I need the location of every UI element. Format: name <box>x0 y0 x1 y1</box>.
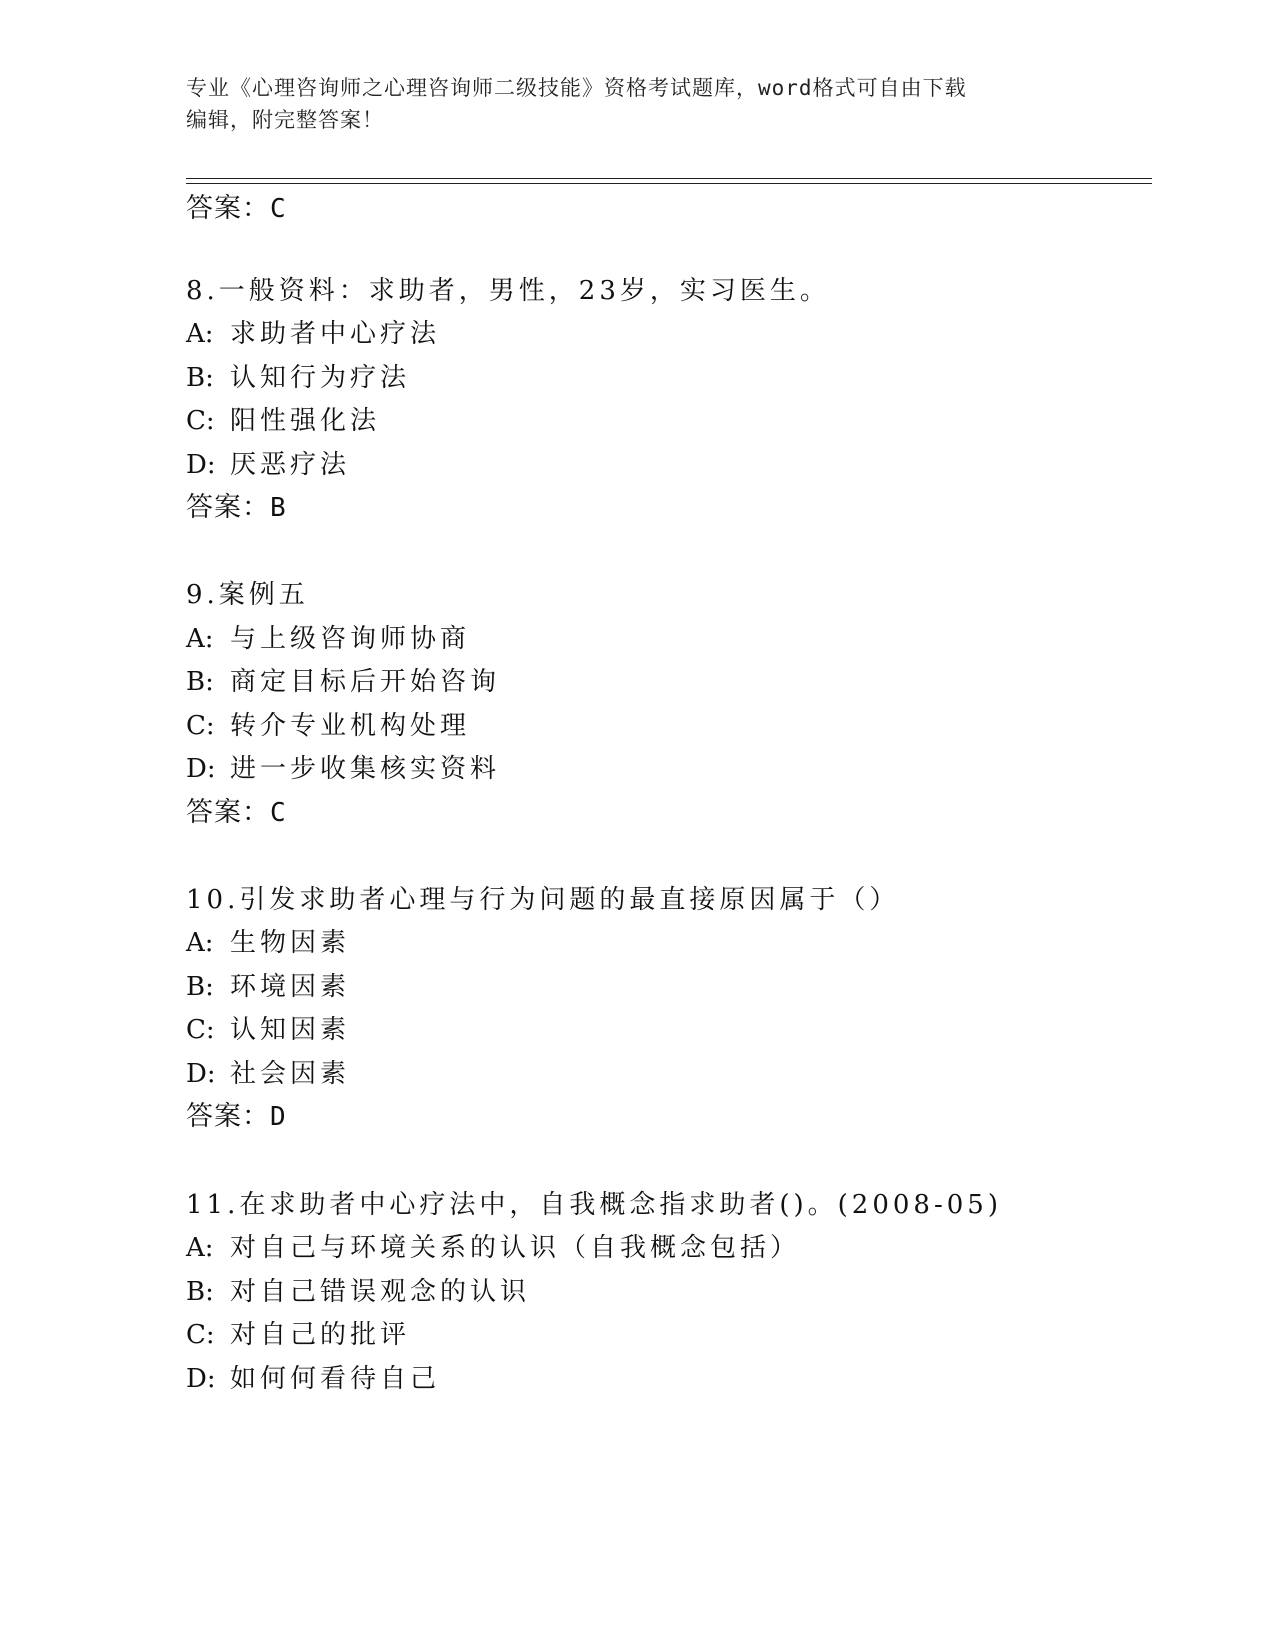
option-text: 阳性强化法 <box>230 406 381 436</box>
header-divider-top <box>186 178 1152 179</box>
option-letter: D: <box>186 1364 216 1394</box>
option-letter: A: <box>186 928 214 958</box>
answer-label: 答案： <box>186 1101 270 1132</box>
option-text: 进一步收集核实资料 <box>230 754 501 784</box>
option-letter: B: <box>186 667 214 697</box>
header-line-2: 编辑，附完整答案！ <box>186 108 384 132</box>
question-8-option-c <box>186 404 380 438</box>
question-11-stem: 11.在求助者中心疗法中，自我概念指求助者()。(2008-05) <box>186 1190 1002 1220</box>
question-9-option-c <box>186 709 470 743</box>
question-8-option-b <box>186 361 410 395</box>
question-8-answer <box>186 491 287 525</box>
answer-value: D <box>270 1102 287 1132</box>
question-10-option-a <box>186 926 350 960</box>
option-text: 对自己错误观念的认识 <box>230 1277 531 1307</box>
option-letter: B: <box>186 972 214 1002</box>
question-9-option-d <box>186 752 500 786</box>
option-text: 社会因素 <box>230 1059 351 1089</box>
question-8-stem: 8.一般资料：求助者，男性，23岁，实习医生。 <box>186 276 830 306</box>
option-text: 对自己的批评 <box>230 1320 411 1350</box>
question-9-answer <box>186 796 287 830</box>
option-text: 厌恶疗法 <box>230 450 351 480</box>
option-letter: B: <box>186 363 214 393</box>
answer-prev <box>186 192 287 226</box>
question-11-option-c <box>186 1318 410 1352</box>
question-10-stem: 10.引发求助者心理与行为问题的最直接原因属于（） <box>186 885 900 915</box>
option-text: 如何何看待自己 <box>230 1364 441 1394</box>
question-10-option-d <box>186 1057 350 1091</box>
question-10-answer <box>186 1100 287 1134</box>
option-text: 转介专业机构处理 <box>230 711 471 741</box>
question-11-option-b <box>186 1275 530 1309</box>
option-letter: A: <box>186 624 214 654</box>
option-letter: C: <box>186 1015 215 1045</box>
option-letter: C: <box>186 406 215 436</box>
option-letter: D: <box>186 1059 216 1089</box>
option-text: 对自己与环境关系的认识（自我概念包括） <box>230 1233 801 1263</box>
question-11-option-d <box>186 1362 440 1396</box>
option-letter: D: <box>186 754 216 784</box>
answer-label: 答案： <box>186 193 270 224</box>
question-11-option-a <box>186 1231 800 1265</box>
option-letter: D: <box>186 450 216 480</box>
question-9-option-a <box>186 622 470 656</box>
option-text: 求助者中心疗法 <box>230 319 441 349</box>
option-letter: A: <box>186 1233 214 1263</box>
answer-value: B <box>270 493 287 523</box>
answer-value: C <box>270 194 287 224</box>
question-9-stem: 9.案例五 <box>186 580 309 610</box>
header-line-1: 专业《心理咨询师之心理咨询师二级技能》资格考试题库，word格式可自由下载 <box>186 76 967 100</box>
question-10-option-b <box>186 970 350 1004</box>
header-divider-bottom <box>186 183 1152 184</box>
question-8-option-d <box>186 448 350 482</box>
option-text: 与上级咨询师协商 <box>230 624 471 654</box>
option-text: 环境因素 <box>230 972 351 1002</box>
answer-label: 答案： <box>186 797 270 828</box>
option-text: 商定目标后开始咨询 <box>230 667 501 697</box>
question-8-option-a <box>186 317 440 351</box>
answer-value: C <box>270 798 287 828</box>
question-10-option-c <box>186 1013 350 1047</box>
option-text: 生物因素 <box>230 928 351 958</box>
option-letter: C: <box>186 1320 215 1350</box>
option-letter: A: <box>186 319 214 349</box>
question-9-option-b <box>186 665 500 699</box>
option-letter: C: <box>186 711 215 741</box>
answer-label: 答案： <box>186 492 270 523</box>
option-text: 认知因素 <box>230 1015 351 1045</box>
option-text: 认知行为疗法 <box>230 363 411 393</box>
option-letter: B: <box>186 1277 214 1307</box>
document-header <box>186 72 1066 136</box>
